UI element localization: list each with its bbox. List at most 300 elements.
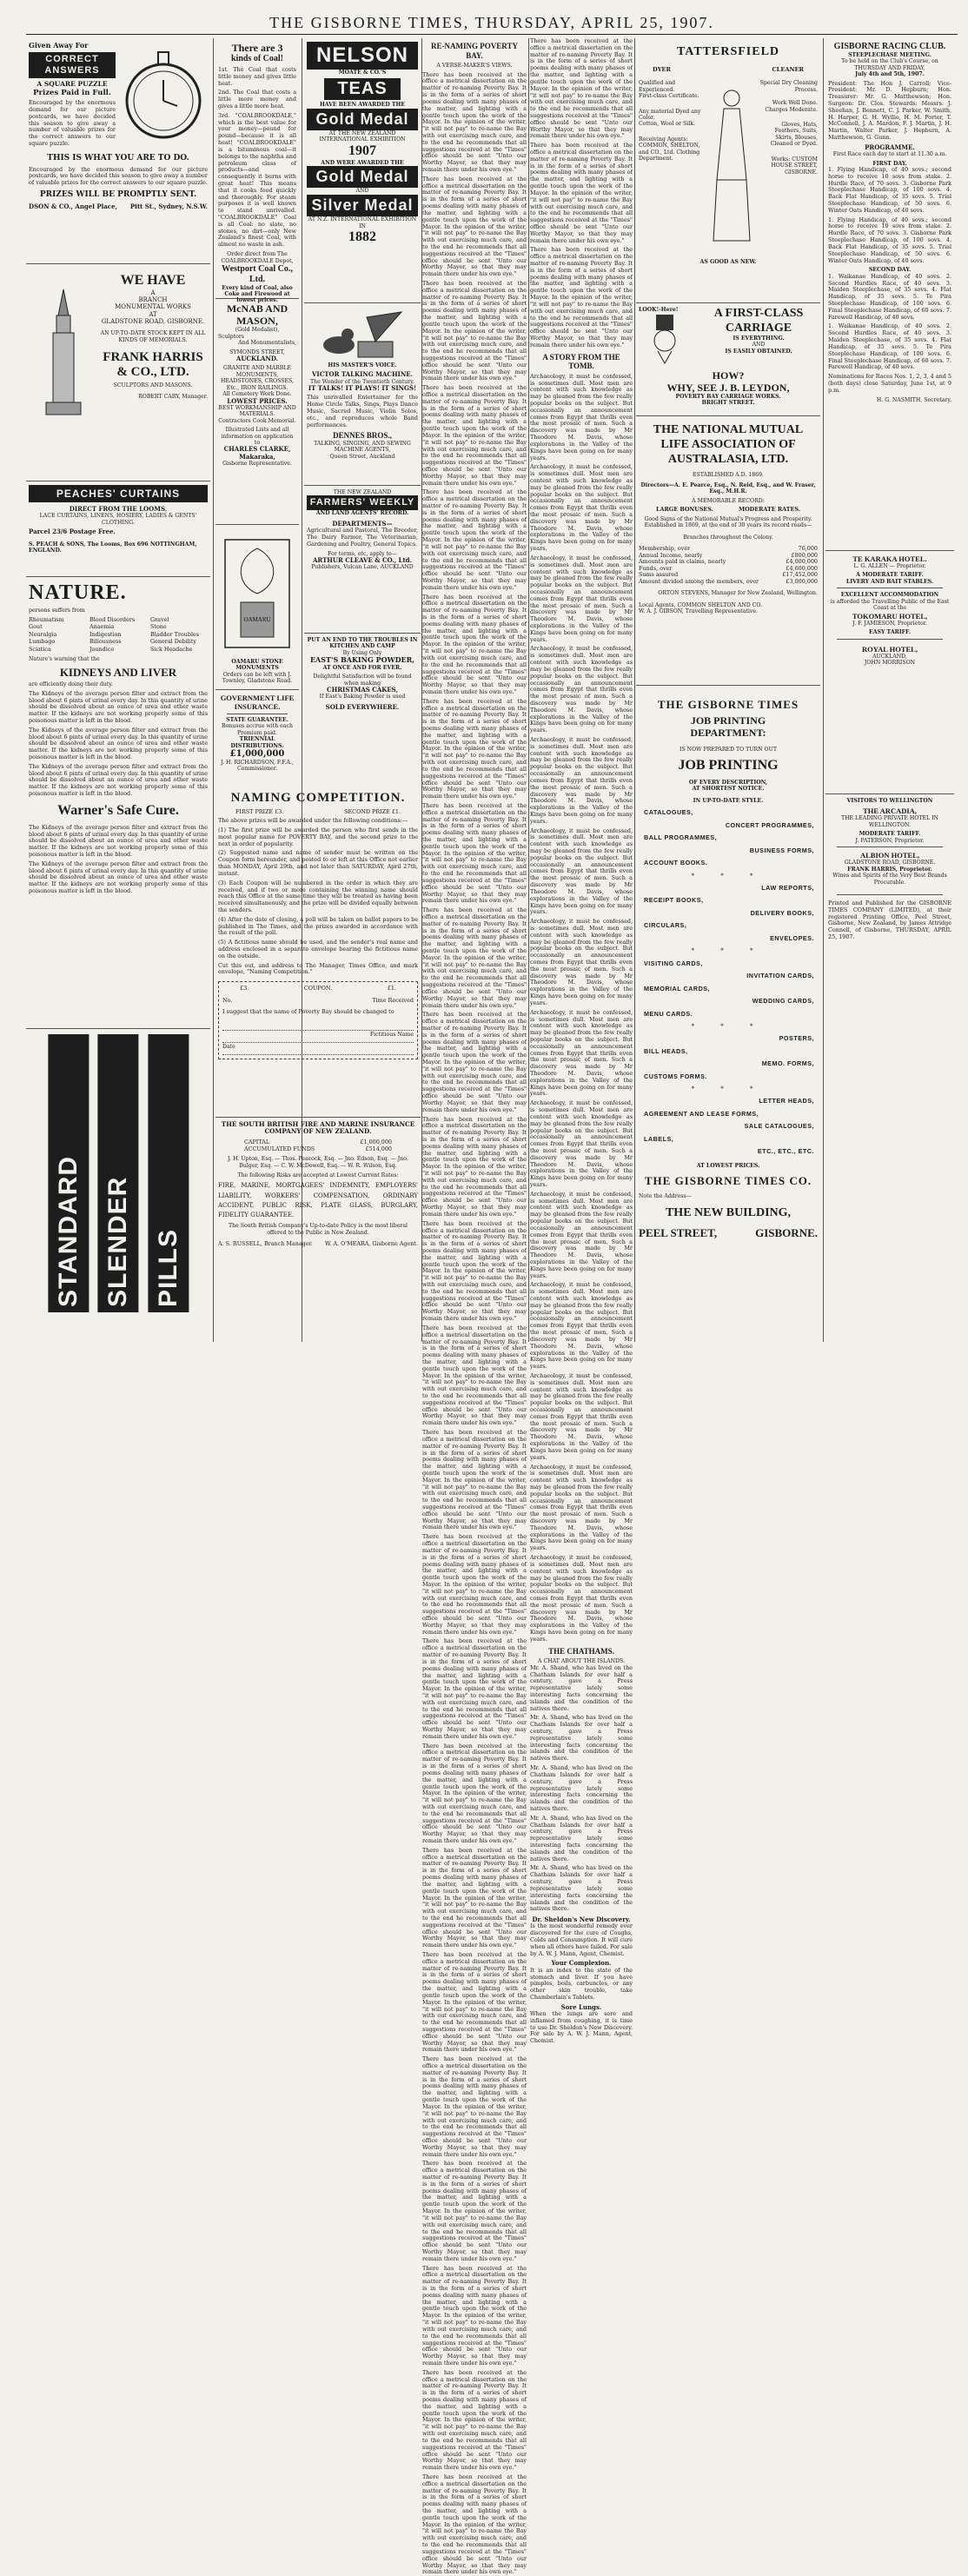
- ailment-item: Bladder Troubles: [150, 630, 200, 638]
- printing-note: Note the Address—: [639, 1192, 692, 1199]
- chathams-body-3: Mr. A. Shand, who has lived on the Chatham Islands for over half a century, gave a Press representative lately some interesting facts concerning the islands and the condition of the natives there.: [530, 1764, 633, 1812]
- monument-icon: [37, 281, 90, 428]
- oamaru-illustration: [218, 528, 296, 659]
- coupon-amount-a: £3.: [240, 985, 249, 993]
- mutual-record-label: Annual Income, nearly: [639, 551, 703, 559]
- racing-first: First Race each day to start at 11.30 a.m.: [832, 151, 947, 158]
- monumental-branch: BRANCH: [138, 296, 168, 304]
- leydon-look: LOOK!-Here!: [639, 307, 679, 313]
- printing-list-item: POSTERS,: [779, 1034, 814, 1043]
- monumental-frank: FRANK HARRIS & CO., LTD.: [103, 350, 203, 379]
- leydon-firstclass: A FIRST-CLASS: [713, 307, 804, 320]
- baking-once: AT ONCE AND FOR EVER.: [322, 664, 402, 671]
- column-7: [825, 38, 954, 1342]
- nelson-sub: MOATE & CO.'S: [338, 70, 387, 76]
- albion-wines: Wines and Spirits of the Very Best Brands Procurable.: [832, 873, 947, 886]
- ailment-item: Gout: [29, 623, 43, 631]
- mcnab-gold: (Gold Medalist),: [235, 327, 280, 334]
- printing-list-item: RECEIPT BOOKS,: [644, 896, 704, 905]
- naming-coupon: [218, 981, 418, 1059]
- baking-east: EAST'S BAKING POWDER,: [309, 655, 415, 665]
- chathams-body: Mr. A. Shand, who has lived on the Chatham Islands for over half a century, gave a Press representative lately some interesting facts concerning the islands and the condition of the natives there.: [530, 1663, 633, 1712]
- leydon-and: AND: [752, 342, 766, 349]
- south-russell: A. S. RUSSELL, Branch Manager.: [218, 1240, 313, 1247]
- poverty-body-4: There has been received at the office a metrical dissertation on the matter of re-naming Poverty Bay. It is in the form of a series of short poems dealing with many phases of the matter, and lighting with a gentle touch upon the work of the Mayor. In the opinion of the writer, "it will not pay" to re-name the Bay with out exercising much care, and to the end he recommends that all suggestions received at the "Times" office should be sent "Unto our Worthy Mayor, so that they may remain there under his own eye.": [422, 384, 527, 487]
- ailment-item: Biliousness: [90, 638, 122, 646]
- nature-body-5: The Kidneys of the average person filter and extract from the blood about 6 pints of urinal every day. In this quantity of urine should be dissolved about an ounce of urea and other waste matter. If the kidneys are not working properly some of this poisonous matter is left in the blood.: [29, 860, 208, 895]
- poverty-body: There has been received at the office a metrical dissertation on the matter of re-naming Poverty Bay. It is in the form of a series of short poems dealing with many phases of the matter, and lighting with a gentle touch upon the work of the Mayor. In the opinion of the writer, "it will not pay" to re-name the Bay with out exercising much care, and to the end he recommends that all suggestions received at the "Times" office should be sent "Unto our Worthy Mayor, so that they may remain there under his own eye.": [422, 70, 527, 174]
- coupon-fictitious-field[interactable]: [222, 1031, 414, 1043]
- poverty-body-13: There has been received at the office a metrical dissertation on the matter of re-naming Poverty Bay. It is in the form of a series of short poems dealing with many phases of the matter, and lighting with a gentle touch upon the work of the Mayor. In the opinion of the writer, "it will not pay" to re-name the Bay with out exercising much care, and to the end he recommends that all suggestions received at the "Times" office should be sent "Unto our Worthy Mayor, so that they may remain there under his own eye.": [422, 1324, 527, 1427]
- nelson-year2: 1882: [348, 229, 376, 244]
- tatters-receiving: Receiving Agents:: [639, 136, 688, 143]
- tomb-body: Archaeology, it must be confessed, is sometimes dull. Most men are content with such knowledge as may be gleaned from the few really popular books on the subject. But occasionally an announcement comes from Egypt that thrills even the most prosaic of men. Such a discovery was made by Mr Theodore M. Davis, whose explorations in the Valley of the Kings have been going on for many years.: [530, 372, 633, 461]
- poverty-body-8: There has been received at the office a metrical dissertation on the matter of re-naming Poverty Bay. It is in the form of a series of short poems dealing with many phases of the matter, and lighting with a gentle touch upon the work of the Mayor. In the opinion of the writer, "it will not pay" to re-name the Bay with out exercising much care, and to the end he recommends that all suggestions received at the "Times" office should be sent "Unto our Worthy Mayor, so that they may remain there under his own eye.": [422, 801, 527, 905]
- royal-morrison: JOHN MORRISON: [864, 659, 916, 666]
- monumental-stock: AN UP-TO-DATE STOCK KEPT IN ALL KINDS OF MEMORIALS.: [100, 330, 206, 343]
- monumental-road: GLADSTONE ROAD, GISBORNE.: [101, 317, 205, 325]
- poverty-body-20: There has been received at the office a metrical dissertation on the matter of re-naming Poverty Bay. It is in the form of a series of short poems dealing with many phases of the matter, and lighting with a gentle touch upon the work of the Mayor. In the opinion of the writer, "it will not pay" to re-name the Bay with out exercising much care, and to the end he recommends that all suggestions received at the "Times" office should be sent "Unto our Worthy Mayor, so that they may remain there under his own eye.": [422, 2055, 527, 2158]
- hotels-block-2: [825, 794, 954, 1107]
- arcadia-moderate: MODERATE TARIFF.: [859, 831, 921, 838]
- mcnab-lowest: LOWEST PRICES.: [227, 396, 288, 405]
- racing-events-2: 1. Flying Handicap, of 40 sovs.; second horse to receive 10 sovs from stake. 2. Hurdle Race, of 70 sovs. 3. Gisborne Park Steeplechase Handicap, of 100 sovs. 4. Back Flat Handicap, of 35 sovs. 5. Trial Steeplechase Handicap, of 50 sovs. 6. Winter Oats Handicap, of 40 sovs.: [828, 216, 951, 264]
- printing-job: JOB PRINTING: [690, 714, 766, 727]
- karaka-moderate: A MODERATE TARIFF.: [856, 572, 924, 579]
- chathams-title: THE CHATHAMS.: [548, 1646, 614, 1656]
- watch-illustration: [119, 42, 208, 150]
- printing-lowest: AT LOWEST PRICES.: [696, 1162, 760, 1169]
- nelson-name: NELSON: [307, 42, 418, 70]
- coal-p1: 1st. The Coal that costs little money and gives little heat.: [218, 65, 296, 87]
- leydon-how: HOW?: [712, 368, 745, 382]
- racing-programme: PROGRAMME.: [865, 143, 915, 151]
- printing-list-item: SALE CATALOGUES,: [744, 1122, 814, 1131]
- tokomaru-jameson: J. F. JAMIESON, Proprietor.: [852, 620, 927, 627]
- coal-ad: [215, 38, 299, 304]
- puzzle-address-a: DSON & CO., Angel Place,: [29, 202, 117, 210]
- baking-satisfaction: Delightful Satisfaction will be found when making: [313, 674, 412, 687]
- poverty-body-21: There has been received at the office a metrical dissertation on the matter of re-naming Poverty Bay. It is in the form of a series of short poems dealing with many phases of the matter, and lighting with a gentle touch upon the work of the Mayor. In the opinion of the writer, "it will not pay" to re-name the Bay with out exercising much care, and to the end he recommends that all suggestions received at the "Times" office should be sent "Unto our Worthy Mayor, so that they may remain there under his own eye.": [422, 2160, 527, 2262]
- lady-figure-icon: [712, 84, 752, 249]
- printing-list-item: ETC., ETC., ETC.: [757, 1147, 814, 1156]
- poverty-body-10: There has been received at the office a metrical dissertation on the matter of re-naming Poverty Bay. It is in the form of a series of short poems dealing with many phases of the matter, and lighting with a gentle touch upon the work of the Mayor. In the opinion of the writer, "it will not pay" to re-name the Bay with out exercising much care, and to the end he recommends that all suggestions received at the "Times" office should be sent "Unto our Worthy Mayor, so that they may remain there under his own eye.": [422, 1011, 527, 1113]
- printing-list-item: CUSTOMS FORMS.: [644, 1072, 707, 1080]
- nelson-and2: AND: [355, 188, 369, 195]
- printing-list-item: LAW REPORTS,: [761, 883, 814, 892]
- monumental-sculptors: SCULPTORS AND MASONS.: [113, 382, 193, 388]
- printing-list-item: MEMORIAL CARDS,: [644, 984, 711, 993]
- coal-title: There are 3: [231, 42, 283, 54]
- tomb-body-3: Archaeology, it must be confessed, is sometimes dull. Most men are content with such knowledge as may be gleaned from the few really popular books on the subject. But occasionally an announcement comes from Egypt that thrills even the most prosaic of men. Such a discovery was made by Mr Theodore M. Davis, whose explorations in the Valley of the Kings have been going on for many years.: [530, 554, 633, 643]
- mcnab-best: BEST WORKMANSHIP AND MATERIALS.: [218, 404, 296, 418]
- poverty-body-22: There has been received at the office a metrical dissertation on the matter of re-naming Poverty Bay. It is in the form of a series of short poems dealing with many phases of the matter, and lighting with a gentle touch upon the work of the Mayor. In the opinion of the writer, "it will not pay" to re-name the Bay with out exercising much care, and to the end he recommends that all suggestions received at the "Times" office should be sent "Unto our Worthy Mayor, so that they may remain there under his own eye.": [422, 2264, 527, 2367]
- mutual-bonuses: LARGE BONUSES.: [656, 506, 713, 514]
- coal-p2: 2nd. The Coal that costs a little more money and gives a little more heat.: [218, 89, 296, 110]
- south-capital-value: £1,000,000: [360, 1138, 392, 1145]
- printing-list-item: AGREEMENT AND LEASE FORMS,: [644, 1109, 759, 1118]
- mutual-record-label: Sums assured: [639, 571, 679, 579]
- ailment-item: Lumbago: [29, 638, 56, 646]
- ailment-item: Indigestion: [90, 630, 122, 638]
- nelson-and: AND WERE AWARDED THE: [321, 159, 404, 166]
- sheldon-body-2: It is an index to the state of the stomach and liver. If you have pimples, boils, carbuncles, or any other skin trouble, take Chamberlain's Tablets.: [530, 1966, 633, 2001]
- victor-queen: Queen Street, Auckland: [329, 453, 395, 460]
- tatters-l2: First-class Certificate.: [639, 93, 699, 100]
- mutual-record-value: £17,452,000: [782, 571, 818, 579]
- royal-title: ROYAL HOTEL,: [862, 644, 918, 654]
- nature-body-2: The Kidneys of the average person filter and extract from the blood about 6 pints of urinal every day. In this quantity of urine should be dissolved about an ounce of urea and other waste matter. If the kidneys are not working properly some of this poisonous matter is left in the blood.: [29, 726, 208, 760]
- ornate-monument-icon: [218, 533, 296, 654]
- victor-machine: VICTOR TALKING MACHINE.: [312, 370, 413, 379]
- tomb-body-10: Archaeology, it must be confessed, is sometimes dull. Most men are content with such knowledge as may be gleaned from the few really popular books on the subject. But occasionally an announcement comes from Egypt that thrills even the most prosaic of men. Such a discovery was made by Mr Theodore M. Davis, whose explorations in the Valley of the Kings have been going on for many years.: [530, 1190, 633, 1279]
- monument-illustration: [29, 268, 98, 442]
- south-title: THE SOUTH BRITISH FIRE AND MARINE INSURANCE COMPANY OF NEW ZEALAND.: [221, 1120, 415, 1136]
- victor-talking: TALKING, SINGING, AND SEWING MACHINE AGENTS,: [314, 441, 411, 454]
- tatters-dyer: DYER: [653, 65, 671, 73]
- printing-dept: DEPARTMENT:: [690, 727, 766, 740]
- farmers-publisher: ARTHUR CLEAVE & CO., Ltd.: [312, 555, 413, 564]
- poverty-body-24: There has been received at the office a metrical dissertation on the matter of re-naming Poverty Bay. It is in the form of a series of short poems dealing with many phases of the matter, and lighting with a gentle touch upon the work of the Mayor. In the opinion of the writer, "it will not pay" to re-name the Bay with out exercising much care, and to the end he recommends that all suggestions received at the "Times" office should be sent "Unto our Worthy Mayor, so that they may remain there under his own eye.": [422, 2473, 527, 2576]
- column-rule: [823, 38, 824, 1342]
- coupon-label: COUPON.: [303, 985, 333, 993]
- coupon-date-field[interactable]: [222, 1043, 414, 1055]
- farmers-pub2: Publishers, Vulcan Lane, AUCKLAND: [311, 564, 414, 571]
- imprint: Printed and Published for the GISBORNE TIMES COMPANY (LIMITED), at their registered Printing Office, Peel Street, Gisborne, New Zealand, by James Attridge Connell, of Gisborne, THURSDAY, APRIL 25, 1907.: [828, 899, 951, 941]
- tatters-l1: Qualified and Experienced.: [639, 80, 676, 93]
- standard-line-2: SLENDER: [97, 1034, 138, 1312]
- leydon-ad: [636, 303, 820, 416]
- puzzle-prizes: Prizes Paid in Full.: [33, 89, 111, 98]
- tomb-body-14: Archaeology, it must be confessed, is sometimes dull. Most men are content with such knowledge as may be gleaned from the few really popular books on the subject. But occasionally an announcement comes from Egypt that thrills even the most prosaic of men. Such a discovery was made by Mr Theodore M. Davis, whose explorations in the Valley of the Kings have been going on for many years.: [530, 1554, 633, 1643]
- tatters-works: Works: CUSTOM HOUSE STREET, GISBORNE.: [771, 156, 818, 176]
- tomb-body-7: Archaeology, it must be confessed, is sometimes dull. Most men are content with such knowledge as may be gleaned from the few really popular books on the subject. But occasionally an announcement comes from Egypt that thrills even the most prosaic of men. Such a discovery was made by Mr Theodore M. Davis, whose explorations in the Valley of the Kings have been going on for many years.: [530, 918, 633, 1006]
- racing-events2-2: 1. Waikanae Handicap, of 40 sovs. 2. Second Hurdles Race, of 40 sovs. 3. Maiden Steeplechase, of 35 sovs. 4. Flat Handicap, of 35 sovs. 5. Te Pira Steeplechase Handicap, of 100 sovs. 6. Final Steeplechase Handicap, of 60 sovs. 7. Farewell Handicap, of 40 sovs.: [828, 322, 951, 371]
- naming-competition: [215, 787, 421, 1118]
- monumental-works: MONUMENTAL WORKS: [115, 303, 191, 311]
- insurance-bonuses: Bonuses accrue with each Premium paid.: [222, 723, 293, 736]
- poverty-body-11: There has been received at the office a metrical dissertation on the matter of re-naming Poverty Bay. It is in the form of a series of short poems dealing with many phases of the matter, and lighting with a gentle touch upon the work of the Mayor. In the opinion of the writer, "it will not pay" to re-name the Bay with out exercising much care, and to the end he recommends that all suggestions received at the "Times" office should be sent "Unto our Worthy Mayor, so that they may remain there under his own eye.": [422, 1115, 527, 1218]
- mcnab-sculptors: Sculptors: [218, 333, 244, 340]
- tomb-body-8: Archaeology, it must be confessed, is sometimes dull. Most men are content with such knowledge as may be gleaned from the few really popular books on the subject. But occasionally an announcement comes from Egypt that thrills even the most prosaic of men. Such a discovery was made by Mr Theodore M. Davis, whose explorations in the Valley of the Kings have been going on for many years.: [530, 1008, 633, 1098]
- star-divider: * * *: [691, 1086, 766, 1093]
- printing-prepared: IS NOW PREPARED TO TURN OUT: [680, 746, 777, 753]
- puzzle-square: A SQUARE PUZZLE: [36, 80, 108, 89]
- tatters-agents: COMMON, SHELTON, and CO., Ltd. Clothing Department.: [639, 143, 700, 163]
- albion-address: GLADSTONE ROAD, GISBORNE.: [844, 860, 936, 866]
- poverty-continued-2: There has been received at the office a metrical dissertation on the matter of re-naming Poverty Bay. It is in the form of a series of short poems dealing with many phases of the matter, and lighting with a gentle touch upon the work of the Mayor. In the opinion of the writer, "it will not pay" to re-name the Bay with out exercising much care, and to the end he recommends that all suggestions received at the "Times" office should be sent "Unto our Worthy Mayor, so that they may remain there under his own eye.": [530, 142, 633, 244]
- printing-list-item: MENU CARDS.: [644, 1009, 693, 1018]
- sheldon-title-3: Sore Lungs.: [560, 2002, 602, 2011]
- printing-the: THE GISBORNE TIMES: [657, 698, 799, 711]
- tokomaru-title: TOKOMARU HOTEL,: [852, 611, 928, 621]
- nature-body-3: The Kidneys of the average person filter and extract from the blood about 6 pints of urinal every day. In this quantity of urine should be dissolved about an ounce of urea and other waste matter. If the kidneys are not working properly some of this poisonous matter is left in the blood.: [29, 762, 208, 798]
- hotels-block-1: [825, 551, 954, 794]
- mcnab-granite: GRANITE AND MARBLE MONUMENTS, HEADSTONES, CROSSES, Etc., IRON RAILINGS.: [221, 365, 294, 391]
- mutual-record-value: £800,000: [791, 551, 818, 559]
- poverty-continued-3: There has been received at the office a metrical dissertation on the matter of re-naming Poverty Bay. It is in the form of a series of short poems dealing with many phases of the matter, and lighting with a gentle touch upon the work of the Mayor. In the opinion of the writer, "it will not pay" to re-name the Bay with out exercising much care, and to the end he recommends that all suggestions received at the "Times" office should be sent "Unto our Worthy Mayor, so that they may remain there under his own eye.": [530, 246, 633, 349]
- ailment-item: Stone: [150, 623, 167, 631]
- mutual-branches: Branches throughout the Colony.: [683, 534, 773, 541]
- poverty-body-9: There has been received at the office a metrical dissertation on the matter of re-naming Poverty Bay. It is in the form of a series of short poems dealing with many phases of the matter, and lighting with a gentle touch upon the work of the Mayor. In the opinion of the writer, "it will not pay" to re-name the Bay with out exercising much care, and to the end he recommends that all suggestions received at the "Times" office should be sent "Unto our Worthy Mayor, so that they may remain there under his own eye.": [422, 906, 527, 1009]
- peaches-lace: LACE CURTAINS, LINENS, HOSIERY, LADIES & GENTS' CLOTHING.: [39, 513, 197, 526]
- ailment-item: Neuralgia: [29, 630, 57, 638]
- tatters-r2: Work Well Done. Charges Moderate.: [765, 100, 818, 113]
- farmers-weekly: FARMERS' WEEKLY: [307, 495, 418, 510]
- albion-harris: FRANK HARRIS, Proprietor.: [847, 866, 932, 873]
- victor-ad: [304, 303, 421, 486]
- tatters-good: AS GOOD AS NEW.: [699, 259, 757, 266]
- tatters-title: TATTERSFIELD: [676, 45, 780, 58]
- south-directors: J. H. Upton, Esq. — Thos. Peacock, Esq. — Jno. Edson, Esq. — Jno. Bulger, Esq. — C. W. McDowell, Esq. — W. R. Wilson, Esq.: [228, 1156, 408, 1169]
- printing-list-item: BILL HEADS,: [644, 1046, 688, 1055]
- baking-put: PUT AN END TO THE TROUBLES IN KITCHEN AND CAMP: [307, 637, 418, 650]
- oamaru-title: OAMARU STONE MONUMENTS: [231, 659, 283, 672]
- tatters-cotton: Cotton, Wool or Silk.: [639, 121, 695, 128]
- standard-line-3: PILLS: [148, 1034, 189, 1312]
- coal-p3: 3rd. "COALBROOKDALE," which is the best value for your money—pound for pound—because it is all heat! "COALBROOKDALE" is a bituminous coal—it belongs to the naphtha and petroleum class of products—and consequently it burns with great heat! This means that it cooks food quickly and thoroughly. For steam purposes it is well known to stand unrivalled. "COALBROOKDALE" Coal is all Coal: no slate, no stones, no dirt—only New Zealand's finest Coal, with almost no waste in ash.: [218, 111, 296, 249]
- mcnab-cemetery: All Cemetery Work Done.: [222, 391, 292, 398]
- ailment-item: Sciatica: [29, 645, 51, 653]
- mcnab-rep: Gisborne Representative.: [222, 460, 292, 467]
- royal-auckland: AUCKLAND,: [872, 653, 907, 660]
- mcnab-contractors: Contractors Cook Memorial.: [218, 417, 296, 424]
- ailment-item: Sick Headache: [150, 645, 193, 653]
- nature-ad: [26, 577, 210, 1029]
- mutual-record-row: [639, 579, 818, 586]
- column-1: [26, 38, 210, 1342]
- racing-events2: 1. Waikanae Handicap, of 40 sovs. 2. Second Hurdles Race, of 40 sovs. 3. Maiden Steeplechase, of 35 sovs. 4. Flat Handicap, of 35 sovs. 5. Te Pira Steeplechase Handicap, of 100 sovs. 6. Final Steeplechase Handicap, of 60 sovs. 7. Farewell Handicap, of 40 sovs.: [828, 272, 951, 321]
- star-divider: * * *: [691, 872, 766, 880]
- baking-by: By Using Only: [342, 649, 382, 656]
- tatters-r1: Special Dry Cleaning Process.: [759, 80, 818, 93]
- naming-c2: (2) Suggested name and name of sender must be written on the Coupon form hereunder, and posted to or left at this Office not earlier than MONDAY, April 29th, and not later than SATURDAY, April 27th, instant.: [218, 849, 418, 877]
- poverty-body-15: There has been received at the office a metrical dissertation on the matter of re-naming Poverty Bay. It is in the form of a series of short poems dealing with many phases of the matter, and lighting with a gentle touch upon the work of the Mayor. In the opinion of the writer, "it will not pay" to re-name the Bay with out exercising much care, and to the end he recommends that all suggestions received at the "Times" office should be sent "Unto our Worthy Mayor, so that they may remain there under his own eye.": [422, 1533, 527, 1636]
- peaches-parcel: Parcel 23/6 Postage Free.: [29, 528, 116, 536]
- puzzle-body-2: Encouraged by the enormous demand for our picture postcards, we have decided this season to give away a number of valuable prizes for the correct answers to our square puzzle.: [29, 165, 208, 187]
- insurance-commissioner: J. H. RICHARDSON, F.F.A., Commissioner.: [221, 760, 294, 773]
- tatters-gloves: Gloves, Hats, Feathers, Suits, Skirts, Blouses, Cleaned or Dyed.: [770, 122, 818, 148]
- baking-if: If East's Baking Powder is used: [319, 694, 406, 700]
- printing-peel: PEEL STREET,: [639, 1225, 718, 1239]
- south-funds: ACCUMULATED FUNDS: [244, 1145, 315, 1152]
- leydon-carriage: CARRIAGE: [725, 321, 792, 335]
- tomb-body-6: Archaeology, it must be confessed, is sometimes dull. Most men are content with such knowledge as may be gleaned from the few really popular books on the subject. But occasionally an announcement comes from Egypt that thrills even the most prosaic of men. Such a discovery was made by Mr Theodore M. Davis, whose explorations in the Valley of the Kings have been going on for many years.: [530, 827, 633, 916]
- column-4: [422, 38, 527, 2576]
- naming-c1: (1) The first prize will be awarded the person who first sends in the most popular name for POVERTY BAY, and the second prize to the next in order of popularity.: [218, 827, 418, 847]
- coal-sub: kinds of Coal!: [230, 54, 283, 64]
- farmers-departments: DEPARTMENTS—: [332, 519, 393, 528]
- printing-list-item: LABELS,: [644, 1134, 674, 1143]
- sheldon-body-3: When the lungs are sore and inflamed from coughing, it is time to use Dr. Sheldon's New Discovery. For sale by A. W. J. Mann, Agent, Chemist.: [530, 2010, 633, 2045]
- ailment-item: Rheumatism: [29, 615, 64, 623]
- printing-list-item: CONCERT PROGRAMMES,: [725, 820, 814, 829]
- leydon-everything: IS EVERYTHING.: [733, 335, 785, 342]
- baking-sold: SOLD EVERYWHERE.: [325, 702, 400, 711]
- poverty-body-23: There has been received at the office a metrical dissertation on the matter of re-naming Poverty Bay. It is in the form of a series of short poems dealing with many phases of the matter, and lighting with a gentle touch upon the work of the Mayor. In the opinion of the writer, "it will not pay" to re-name the Bay with out exercising much care, and to the end he recommends that all suggestions received at the "Times" office should be sent "Unto our Worthy Mayor, so that they may remain there under his own eye.": [422, 2368, 527, 2472]
- monumental-a: A: [150, 289, 156, 296]
- mutual-record-label: Funds, over: [639, 564, 673, 572]
- mcnab-city: AUCKLAND.: [235, 355, 279, 363]
- tomb-title: A STORY FROM THE TOMB.: [542, 352, 620, 371]
- south-policy: The South British Company's Up-to-date Policy is the most liberal offered to the Public in New Zealand.: [228, 1223, 408, 1236]
- nelson-gold: Gold Medal: [307, 109, 418, 130]
- poverty-body-6: There has been received at the office a metrical dissertation on the matter of re-naming Poverty Bay. It is in the form of a series of short poems dealing with many phases of the matter, and lighting with a gentle touch upon the work of the Mayor. In the opinion of the writer, "it will not pay" to re-name the Bay with out exercising much care, and to the end he recommends that all suggestions received at the "Times" office should be sent "Unto our Worthy Mayor, so that they may remain there under his own eye.": [422, 593, 527, 695]
- tattersfield-ad: [636, 38, 820, 303]
- mutual-record-label: Amount divided among the members, over: [639, 577, 759, 585]
- nelson-teas-ad: [304, 38, 421, 303]
- mcnab-catalogue: Illustrated Lists and all information on application to: [221, 427, 294, 446]
- mcnab-and: And Monumentalists,: [238, 340, 296, 347]
- job-printing-ad: [636, 686, 820, 1329]
- sheldon-body: Is the most wonderful remedy ever discovered for the cure of Coughs, Colds and Consumption. It will cure when all others have failed. For sale by A. W. J. Mann, Agent, Chemist.: [530, 1922, 633, 1957]
- tomb-body-12: Archaeology, it must be confessed, is sometimes dull. Most men are content with such knowledge as may be gleaned from the few really popular books on the subject. But occasionally an announcement comes from Egypt that thrills even the most prosaic of men. Such a discovery was made by Mr Theodore M. Davis, whose explorations in the Valley of the Kings have been going on for many years.: [530, 1371, 633, 1461]
- mutual-record-value: £4,600,000: [786, 564, 818, 572]
- nature-sufferers: persons suffers from: [29, 607, 85, 614]
- nature-warning: Nature's warning that the: [29, 656, 100, 663]
- farmers-the: THE NEW ZEALAND: [333, 489, 392, 495]
- peaches-ad: [26, 481, 210, 577]
- coupon-fictitious: Fictitious Name: [369, 1032, 414, 1039]
- printing-list-item: INVITATION CARDS,: [746, 972, 814, 980]
- mcnab-agent: CHARLES CLARKE, Makaraka,: [223, 445, 291, 461]
- printing-style: IN UP-TO-DATE STYLE.: [693, 797, 764, 804]
- nelson-at2: AT N.Z. INTERNATIONAL EXHIBITION IN: [308, 216, 417, 229]
- coal-company: Westport Coal Co., Ltd.: [222, 263, 293, 284]
- baking-powder-ad: [304, 634, 421, 764]
- gramophone-illustration: [307, 307, 418, 362]
- printing-list-item: MEMO. FORMS,: [761, 1059, 814, 1068]
- naming-first: FIRST PRIZE £3.: [235, 807, 284, 815]
- printing-list-item: WEDDING CARDS,: [752, 997, 814, 1006]
- oamaru-title-text: OAMARU: [243, 616, 271, 623]
- coupon-name-field[interactable]: [222, 1019, 414, 1031]
- leydon-illustration: [639, 307, 699, 368]
- mutual-record-label: Membership, over: [639, 545, 691, 552]
- naming-second: SECOND PRIZE £1.: [344, 807, 401, 815]
- poverty-body-16: There has been received at the office a metrical dissertation on the matter of re-naming Poverty Bay. It is in the form of a series of short poems dealing with many phases of the matter, and lighting with a gentle touch upon the work of the Mayor. In the opinion of the writer, "it will not pay" to re-name the Bay with out exercising much care, and to the end he recommends that all suggestions received at the "Times" office should be sent "Unto our Worthy Mayor, so that they may remain there under his own eye.": [422, 1637, 527, 1740]
- tomb-body-2: Archaeology, it must be confessed, is sometimes dull. Most men are content with such knowledge as may be gleaned from the few really popular books on the subject. But occasionally an announcement comes from Egypt that thrills even the most prosaic of men. Such a discovery was made by Mr Theodore M. Davis, whose explorations in the Valley of the Kings have been going on for many years.: [530, 463, 633, 553]
- printing-list: [639, 809, 818, 1156]
- tokomaru-tariff: EASY TARIFF.: [869, 629, 911, 636]
- racing-club-ad: [825, 38, 954, 551]
- poverty-body-17: There has been received at the office a metrical dissertation on the matter of re-naming Poverty Bay. It is in the form of a series of short poems dealing with many phases of the matter, and lighting with a gentle touch upon the work of the Mayor. In the opinion of the writer, "it will not pay" to re-name the Bay with out exercising much care, and to the end he recommends that all suggestions received at the "Times" office should be sent "Unto our Worthy Mayor, so that they may remain there under his own eye.": [422, 1742, 527, 1845]
- karaka-title: TE KARAKA HOTEL.: [852, 554, 927, 563]
- printing-list-item: ENVELOPES.: [770, 933, 814, 942]
- tomb-body-5: Archaeology, it must be confessed, is sometimes dull. Most men are content with such knowledge as may be gleaned from the few really popular books on the subject. But occasionally an announcement comes from Egypt that thrills even the most prosaic of men. Such a discovery was made by Mr Theodore M. Davis, whose explorations in the Valley of the Kings have been going on for many years.: [530, 736, 633, 825]
- printing-jp: JOB PRINTING: [678, 758, 779, 773]
- racing-nominations: Nominations for Races Nos. 1, 2, 3, 4 and 5 (both days) close Saturday, June 1st, at 9 p.m.: [828, 373, 951, 394]
- gramophone-dog-icon: [315, 309, 410, 361]
- tomb-body-9: Archaeology, it must be confessed, is sometimes dull. Most men are content with such knowledge as may be gleaned from the few really popular books on the subject. But occasionally an announcement comes from Egypt that thrills even the most prosaic of men. Such a discovery was made by Mr Theodore M. Davis, whose explorations in the Valley of the Kings have been going on for many years.: [530, 1099, 633, 1189]
- ailment-item: Jaundice: [90, 645, 115, 653]
- south-risks: The following Risks are accepted at Lowest Current Rates:: [237, 1172, 399, 1178]
- standard-line-1: STANDARD: [48, 1034, 89, 1312]
- poverty-body-5: There has been received at the office a metrical dissertation on the matter of re-naming Poverty Bay. It is in the form of a series of short poems dealing with many phases of the matter, and lighting with a gentle touch upon the work of the Mayor. In the opinion of the writer, "it will not pay" to re-name the Bay with out exercising much care, and to the end he recommends that all suggestions received at the "Times" office should be sent "Unto our Worthy Mayor, so that they may remain there under his own eye.": [422, 488, 527, 591]
- nature-body: The Kidneys of the average person filter and extract from the blood about 6 pints of urinal every day. In this quantity of urine should be dissolved about an ounce of urea and other waste matter. If the kidneys are not working properly some of this poisonous matter is left in the blood.: [29, 689, 208, 724]
- leydon-works: POVERTY BAY CARRIAGE WORKS.: [675, 394, 781, 400]
- printing-building: THE NEW BUILDING,: [665, 1206, 792, 1220]
- mutual-directors: Directors—A. E. Pearce, Esq., N. Reid, Esq., and W. Fraser, Esq., M.H.R.: [640, 481, 816, 495]
- nature-title: NATURE.: [29, 581, 127, 604]
- naming-c3: (3) Each Coupon will be numbered in the order in which they are received, and if two or more containing the winning name should reach this Office at the same time they will be treated as having been received simultaneously, and the prize will be divided equally between the senders.: [218, 879, 418, 913]
- tokomaru-excellent: EXCELLENT ACCOMMODATION: [840, 592, 939, 599]
- sheldon-title: Dr. Sheldon's New Discovery.: [532, 1915, 631, 1924]
- printing-gis: GISBORNE.: [755, 1225, 818, 1239]
- nelson-at: AT THE NEW ZEALAND INTERNATIONAL EXHIBITION: [319, 130, 406, 143]
- victor-desc: This unrivalled Entertainer for the Home Circle Talks, Sings, Plays Dance Music, Sacred Music, Violin Solos, etc., and reproduces whole Band performances.: [307, 394, 418, 428]
- poverty-continued: There has been received at the office a metrical dissertation on the matter of re-naming Poverty Bay. It is in the form of a series of short poems dealing with many phases of the matter, and lighting with a gentle touch upon the work of the Mayor. In the opinion of the writer, "it will not pay" to re-name the Bay with out exercising much care, and to the end he recommends that all suggestions received at the "Times" office should be sent "Unto our Worthy Mayor, so that they may remain there under his own eye.": [530, 37, 633, 140]
- farmers-weekly-ad: [304, 486, 421, 634]
- puzzle-address-b: Pitt St., Sydney, N.S.W.: [129, 202, 208, 210]
- naming-c4: (4) After the date of closing, a poll will be taken on ballot papers to be published in The Times, and the prizes awarded in accordance with the result of the poll.: [218, 915, 418, 937]
- farmers-desc: Agricultural and Pastoral, The Breeder, The Dairy Farmer, The Veterinarian, Gardening and Poultry, General Topics.: [307, 527, 418, 548]
- printing-list-item: CIRCULARS,: [644, 921, 687, 930]
- racing-day2: SECOND DAY.: [868, 267, 912, 274]
- mutual-local: Local Agents, COMMON SHELTON AND CO.: [639, 601, 763, 608]
- ailment-item: Gravel: [150, 615, 169, 623]
- south-british-ad: [215, 1118, 421, 1335]
- mutual-record-label: Amounts paid in claims, nearly: [639, 558, 726, 566]
- nelson-year1: 1907: [348, 143, 376, 158]
- national-mutual-ad: [636, 416, 820, 686]
- naming-c5: (5) A fictitious name should be used, and the sender's real name and address enclosed in a separate envelope bearing the fictitious name on the outside.: [218, 939, 418, 959]
- racing-meeting: STEEPLECHASE MEETING.: [848, 51, 932, 58]
- coupon-suggest: I suggest that the name of Poverty Bay should be changed to: [222, 1008, 394, 1016]
- naming-intro: The above prizes will be awarded under the following conditions:—: [218, 817, 408, 825]
- printing-list-item: VISITING CARDS,: [644, 959, 703, 967]
- nelson-gold2: Gold Medal: [307, 166, 418, 188]
- naming-and-insurance: [215, 787, 421, 1335]
- arcadia-leading: THE LEADING PRIVATE HOTEL IN WELLINGTON.: [841, 815, 938, 828]
- mutual-manager: ORTON STEVENS, Manager for New Zealand, Wellington.: [658, 590, 818, 597]
- mutual-est: ESTABLISHED A.D. 1869.: [692, 472, 764, 479]
- south-funds-value: £514,000: [365, 1145, 392, 1152]
- arcadia-paterson: J. PATERSON, Proprietor.: [855, 837, 925, 844]
- farmers-terms: For terms, etc, apply to—: [328, 550, 397, 557]
- column-rule: [528, 38, 529, 1342]
- puzzle-body: Encouraged by the enormous demand for our picture postcards, we have decided this season to give away a number of valuable prizes for the correct answers to our square puzzle.: [29, 99, 116, 148]
- racing-held: To be held on the Club's Course, on THURSDAY AND FRIDAY,: [841, 58, 938, 71]
- column-5: [530, 37, 633, 2045]
- pocket-watch-icon: [120, 43, 207, 148]
- victor-wonder: The Wonder of the Twentieth Century.: [310, 378, 414, 385]
- poverty-body-18: There has been received at the office a metrical dissertation on the matter of re-naming Poverty Bay. It is in the form of a series of short poems dealing with many phases of the matter, and lighting with a gentle touch upon the work of the Mayor. In the opinion of the writer, "it will not pay" to re-name the Bay with out exercising much care, and to the end he recommends that all suggestions received at the "Times" office should be sent "Unto our Worthy Mayor, so that they may remain there under his own eye.": [422, 1846, 527, 1949]
- mcnab-ad: [215, 299, 299, 525]
- printing-list-item: ACCOUNT BOOKS.: [644, 859, 708, 867]
- farmers-record: AND LAND AGENTS' RECORD.: [315, 510, 409, 517]
- mutual-record-value: £4,000,000: [786, 558, 818, 566]
- poverty-title: RE-NAMING POVERTY BAY.: [431, 42, 518, 60]
- uncle-sam-icon: [639, 313, 691, 365]
- ailment-list: [29, 617, 208, 654]
- mutual-record-value: £3,000,000: [786, 577, 818, 585]
- masthead: THE GISBORNE TIMES, THURSDAY, APRIL 25, 1907.: [26, 12, 958, 35]
- coupon-time: Time Received: [372, 996, 414, 1004]
- mutual-record-value: 76,000: [798, 545, 818, 552]
- racing-title: GISBORNE RACING CLUB.: [833, 42, 946, 51]
- visitors-title: VISITORS TO WELLINGTON: [846, 798, 933, 804]
- poverty-body-19: There has been received at the office a metrical dissertation on the matter of re-naming Poverty Bay. It is in the form of a series of short poems dealing with many phases of the matter, and lighting with a gentle touch upon the work of the Mayor. In the opinion of the writer, "it will not pay" to re-name the Bay with out exercising much care, and to the end he recommends that all suggestions received at the "Times" office should be sent "Unto our Worthy Mayor, so that they may remain there under his own eye.": [422, 1951, 527, 2054]
- mcnab-title: McNAB AND MASON,: [226, 302, 288, 328]
- printing-shortest: AT SHORTEST NOTICE.: [692, 786, 765, 793]
- chathams-body-2: Mr. A. Shand, who has lived on the Chatham Islands for over half a century, gave a Press representative lately some interesting facts concerning the islands and the condition of the natives there.: [530, 1714, 633, 1763]
- baking-cakes: CHRISTMAS CAKES,: [327, 686, 398, 694]
- printing-list-item: LETTER HEADS,: [759, 1097, 814, 1105]
- coupon-amount-b: £1.: [387, 985, 396, 993]
- insurance-amount: £1,000,000: [229, 749, 285, 760]
- monumental-manager: ROBERT CARY, Manager.: [138, 394, 208, 401]
